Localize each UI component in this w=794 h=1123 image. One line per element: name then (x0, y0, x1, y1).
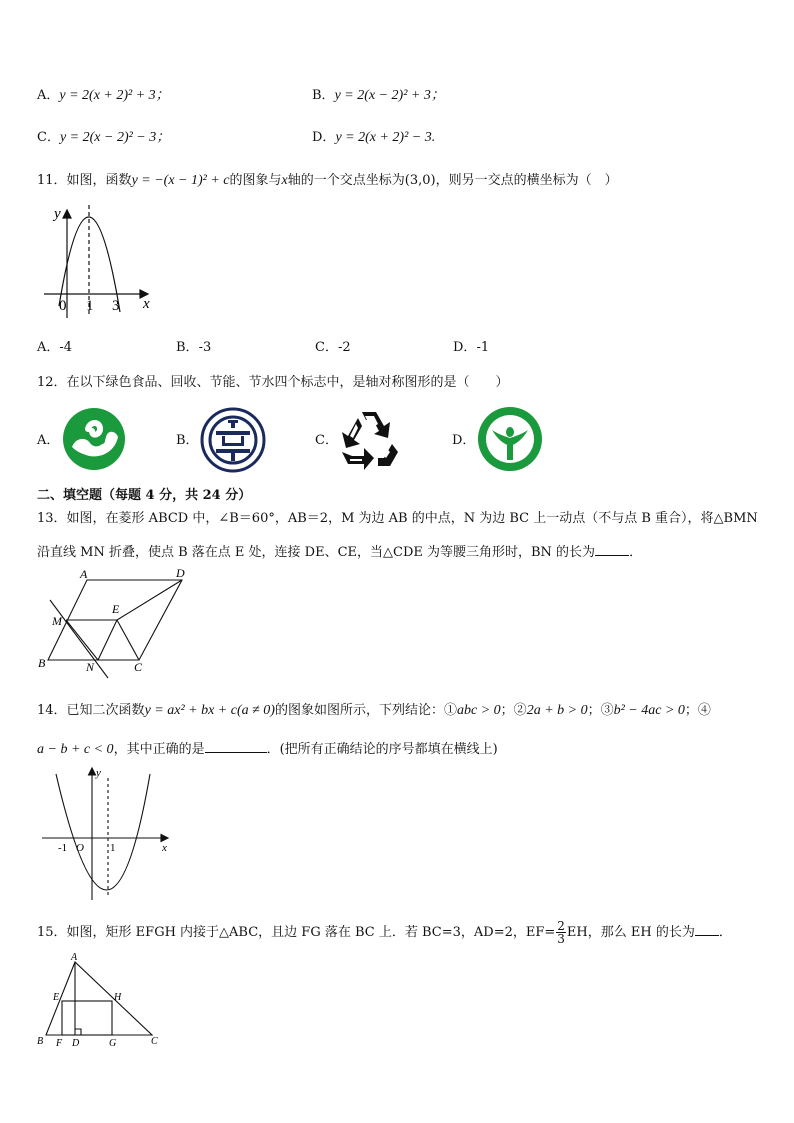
svg-text:M: M (52, 614, 62, 628)
q12-option-d-label: D． (452, 433, 476, 448)
q11-option-b: B．-3 (176, 340, 212, 355)
q11-option-c: C．-2 (315, 340, 351, 355)
svg-text:A: A (80, 567, 88, 581)
svg-text:G: G (109, 1038, 117, 1049)
q14-function: y = ax² + bx + c(a ≠ 0) (144, 703, 275, 718)
q10-option-d: D．y = 2(x + 2)² − 3. (312, 130, 436, 145)
q12-option-b-label: B． (176, 433, 199, 448)
q10-option-c-expr: y = 2(x − 2)² − 3； (59, 130, 171, 145)
q11-option-d: D．-1 (453, 340, 490, 355)
q11-tick-1: 1 (86, 298, 94, 314)
svg-text:H: H (114, 992, 122, 1003)
q15-fraction: $\frac{2}{3}$ (557, 919, 565, 946)
q11-origin-label: 0 (59, 298, 67, 314)
svg-text:y: y (96, 767, 101, 779)
svg-text:N: N (86, 660, 95, 674)
svg-text:D: D (176, 566, 185, 580)
q15-stem: 15．如图，矩形 EFGH 内接于△ABC，且边 FG 落在 BC 上．若 BC=3，AD=2，EF= $\frac{2}{3}$ EH，那么 EH 的长为 ． (37, 919, 732, 946)
svg-text:C: C (151, 1036, 158, 1047)
q14-stem-line-1: 14．已知二次函数y = ax² + bx + c(a ≠ 0)的图象如图所示，下列结论：①abc > 0；②2a + b > 0；③b² − 4ac > 0；④ (37, 703, 711, 718)
svg-text:F: F (56, 1038, 63, 1049)
q12-option-a-label: A． (37, 433, 60, 448)
svg-text:A: A (71, 952, 78, 963)
q15-rectangle-efgh (62, 1001, 112, 1035)
q10-option-a-expr: y = 2(x + 2)² + 3； (59, 88, 170, 103)
q11-function: y = −(x − 1)² + c (131, 173, 230, 188)
svg-text:C: C (134, 660, 143, 674)
q12-stem: 12．在以下绿色食品、回收、节能、节水四个标志中，是轴对称图形的是（ ） (37, 375, 509, 390)
q11-tick-3: 3 (112, 298, 120, 314)
q10-option-b: B．y = 2(x − 2)² + 3； (312, 88, 445, 103)
q11-y-label: y (54, 206, 61, 222)
q10-option-b-expr: y = 2(x − 2)² + 3； (334, 88, 445, 103)
q13-stem-line-1: 13．如图，在菱形 ABCD 中，∠B＝60°，AB＝2，M 为边 AB 的中点，N 为边 BC 上一动点（不与点 B 重合），将△BMN (37, 511, 758, 526)
svg-text:B: B (37, 1036, 44, 1047)
svg-text:E: E (112, 602, 120, 616)
q11-stem: 11．如图，函数y = −(x − 1)² + c的图象与x轴的一个交点坐标为(3,0)，则另一交点的横坐标为（ ） (37, 173, 618, 188)
q10-option-d-expr: y = 2(x + 2)² − 3. (335, 130, 436, 145)
svg-text:O: O (76, 842, 84, 854)
q13-stem-line-2: 沿直线 MN 折叠，使点 B 落在点 E 处，连接 DE、CE，当△CDE 为等腰三角形时，BN 的长为 ． (37, 545, 643, 560)
q12-option-c-label: C． (315, 433, 338, 448)
q11-option-a: A．-4 (37, 340, 73, 355)
q10-option-a: A．y = 2(x + 2)² + 3； (37, 88, 170, 103)
svg-text:x: x (162, 842, 167, 854)
svg-text:-1: -1 (58, 842, 68, 854)
q14-stem-line-2: a − b + c < 0，其中正确的是 ．(把所有正确结论的序号都填在横线上) (37, 742, 498, 757)
q10-option-c: C．y = 2(x − 2)² − 3； (37, 130, 171, 145)
svg-text:1: 1 (110, 842, 116, 854)
svg-text:D: D (72, 1038, 80, 1049)
section-2-title: 二、填空题（每题 4 分，共 24 分） (37, 488, 252, 503)
svg-text:E: E (53, 992, 60, 1003)
q11-x-label: x (143, 296, 150, 312)
svg-text:B: B (38, 656, 46, 670)
